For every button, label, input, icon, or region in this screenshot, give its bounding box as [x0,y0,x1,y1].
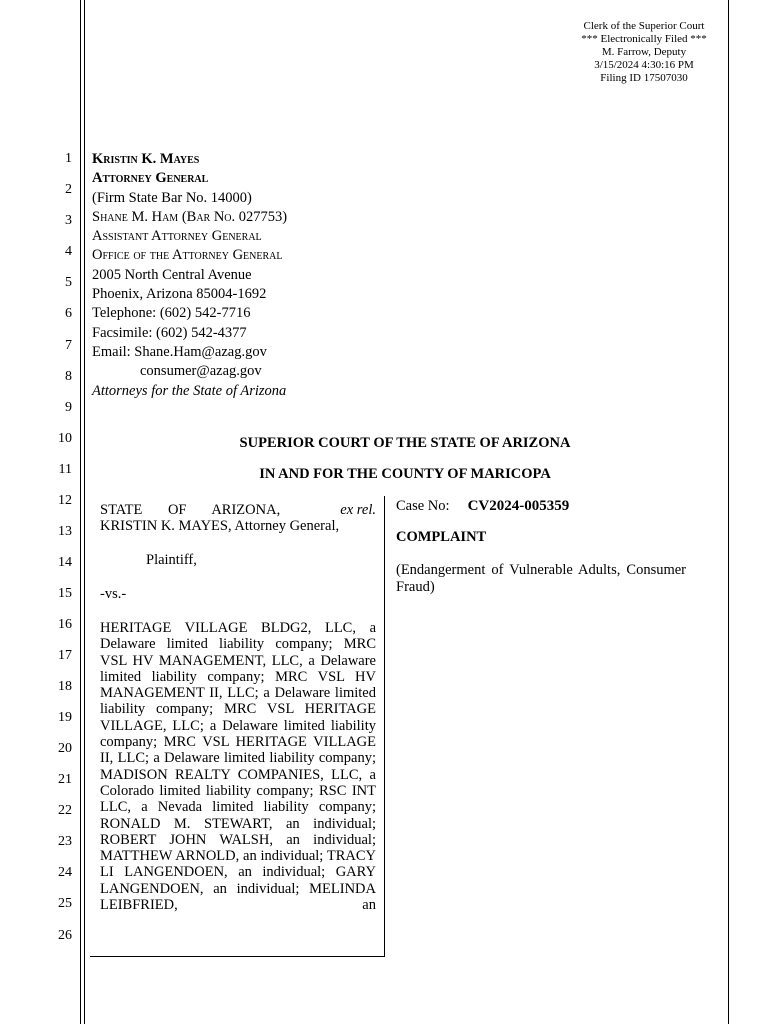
stamp-line: 3/15/2024 4:30:16 PM [594,59,694,71]
left-margin-rule-outer [80,0,81,1024]
court-county: IN AND FOR THE COUNTY OF MARICOPA [259,466,551,482]
line-number: 21 [58,772,72,787]
line-number: 23 [58,834,72,849]
line-number: 16 [58,617,72,632]
document-title: COMPLAINT [396,529,487,545]
line-number: 20 [58,741,72,756]
street-address: 2005 North Central Avenue [92,266,252,283]
plaintiff-line-1 [100,502,376,518]
left-margin-rule-inner [84,0,85,1024]
line-number: 15 [58,586,72,601]
plaintiff-line-2: KRISTIN K. MAYES, Attorney General, [100,518,340,535]
plaintiff-state-text: STATE OF ARIZONA, [100,502,281,518]
firm-bar-number: (Firm State Bar No. 14000) [92,189,252,206]
assistant-title: Assistant Attorney General [92,228,262,245]
line-number: 1 [65,151,72,166]
line-number: 14 [58,555,72,570]
attorneys-for: Attorneys for the State of Arizona [92,382,287,399]
line-number: 19 [58,710,72,725]
line-number: 3 [65,213,72,228]
email-secondary: consumer@azag.gov [140,363,262,380]
attorney-general-title: Attorney General [92,170,209,187]
counsel-block [92,150,412,401]
caption-parties-box [90,496,385,957]
assistant-name: Shane M. Ham (Bar No. 027753) [92,208,288,225]
case-number: CV2024-005359 [467,498,570,514]
ex-rel: ex rel. [340,502,376,518]
right-margin-rule [728,0,729,1024]
line-number: 11 [58,462,72,477]
case-number-label: Case No: [396,498,450,514]
line-number: 18 [58,679,72,694]
plaintiff-block [100,502,376,535]
versus: -vs.- [100,586,127,602]
email-primary: Email: Shane.Ham@azag.gov [92,343,267,360]
complaint-description: (Endangerment of Vulnerable Adults, Consumer Fraud) [396,562,686,595]
stamp-line: Clerk of the Superior Court [583,20,705,32]
line-number: 9 [65,400,72,415]
line-number: 17 [58,648,72,663]
line-number: 5 [65,275,72,290]
line-number: 4 [65,244,72,259]
stamp-line: *** Electronically Filed *** [581,33,707,45]
court-name: SUPERIOR COURT OF THE STATE OF ARIZONA [239,435,571,451]
line-number: 8 [65,369,72,384]
plaintiff-role: Plaintiff, [146,552,197,568]
city-address: Phoenix, Arizona 85004-1692 [92,286,267,303]
office-name: Office of the Attorney General [92,247,283,264]
line-number: 13 [58,524,72,539]
line-number: 6 [65,306,72,321]
filing-stamp [560,20,728,85]
plaintiff-state [100,502,326,518]
facsimile: Facsimile: (602) 542-4377 [92,324,247,341]
line-number: 7 [65,338,72,353]
stamp-line: M. Farrow, Deputy [601,46,687,58]
line-number: 26 [58,928,72,943]
attorney-general-name: Kristin K. Mayes [92,151,200,167]
line-number: 2 [65,182,72,197]
line-number: 22 [58,803,72,818]
line-number: 24 [58,865,72,880]
case-info [396,498,686,596]
case-number-row [396,498,686,515]
defendants-list: HERITAGE VILLAGE BLDG2, LLC, a Delaware limited liability company; MRC VSL HV MANAGEMENT, LLC, a Delaware limited liability company; MRC VSL HV MANAGEMENT II, LLC; a Delaware limited liability company; MRC VSL HERITAGE VILLAGE, LLC; a Delaware limited liability company; MRC VSL HERITAGE VILLAGE II, LLC; a Delaware limited liability company; MADISON REALTY COMPANIES, LLC, a Colorado limited liability company; RSC INT LLC, a Nevada limited liability company; RONALD M. STEWART, an individual; ROBERT JOHN WALSH, an individual; MATTHEW ARNOLD, an individual; TRACY LI LANGENDOEN, an individual; GARY LANGENDOEN, an individual; MELINDA LEIBFRIED, an [100,620,376,914]
line-number: 12 [58,493,72,508]
line-number: 10 [58,431,72,446]
line-number: 25 [58,896,72,911]
stamp-line: Filing ID 17507030 [600,72,688,84]
telephone: Telephone: (602) 542-7716 [92,305,251,322]
